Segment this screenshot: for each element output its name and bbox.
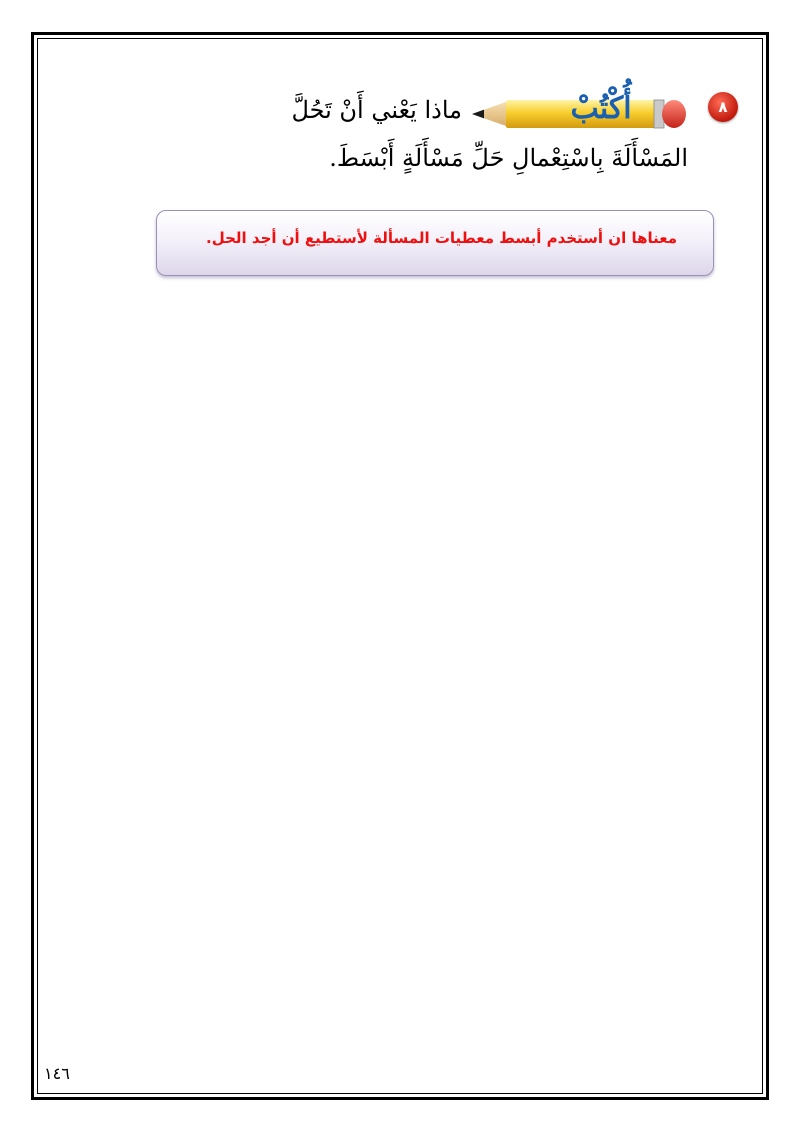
question-text-line-1: ماذا يَعْني أَنْ تَحُلَّ bbox=[291, 96, 462, 124]
question-number-badge bbox=[708, 92, 738, 122]
question-number: ٨ bbox=[718, 98, 728, 116]
answer-text: معناها ان أستخدم أبسط معطيات المسألة لأستطيع أن أجد الحل. bbox=[206, 229, 677, 247]
page-number: ١٤٦ bbox=[44, 1064, 70, 1083]
write-label: أُكْتُبْ bbox=[570, 90, 632, 126]
question-text-line-2: المَسْأَلَةَ بِاسْتِعْمالِ حَلِّ مَسْأَلَةٍ أَبْسَطَ. bbox=[329, 144, 688, 172]
answer-box bbox=[156, 210, 714, 276]
page-border-inner bbox=[37, 38, 763, 1094]
